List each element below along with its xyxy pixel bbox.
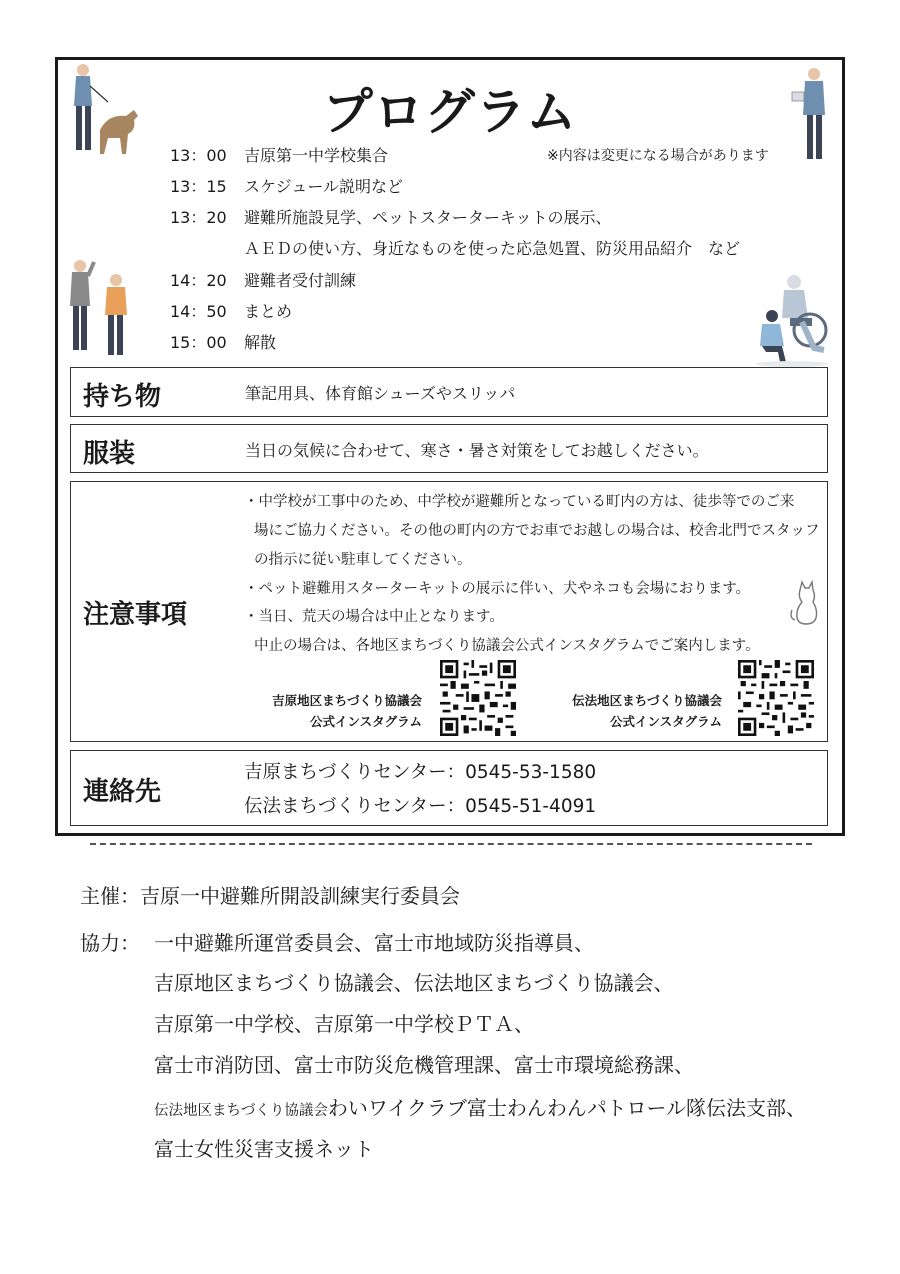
schedule-row: 13：00 吉原第一中学校集合 [170,146,389,165]
clothing-text: 当日の気候に合わせて、寒さ・暑さ対策をしてお越しください。 [245,441,709,460]
belongings-label: 持ち物 [83,382,162,412]
coop-prefix: 協力： [80,931,140,955]
person-walking-dog-icon [66,62,142,160]
coop-line: 伝法地区まちづくり協議会わいワイクラブ富士わんわんパトロール隊伝法支部、 [154,1096,807,1120]
caution-line: ・当日、荒天の場合は中止となります。 [244,609,504,625]
contact-label: 連絡先 [83,777,162,807]
coop-line: 吉原地区まちづくり協議会、伝法地区まちづくり協議会、 [154,971,674,995]
schedule-row: 13：15 スケジュール説明など [170,177,404,196]
qr-label-yoshiwara: 吉原地区まちづくり協議会 公式インスタグラム [272,693,422,729]
cat-icon [790,580,818,626]
caution-line: ・ペット避難用スターターキットの展示に伴い、犬やネコも会場におります。 [244,581,751,597]
schedule-row: 14：20 避難者受付訓練 [170,271,357,290]
qr-label-denbo: 伝法地区まちづくり協議会 公式インスタグラム [572,693,722,729]
schedule-row: 15：00 解散 [170,333,277,352]
coop-line: 富士市消防団、富士市防災危機管理課、富士市環境総務課、 [154,1053,694,1077]
cut-line [90,843,812,845]
page-title: プログラム [322,83,578,141]
clothing-label: 服装 [83,439,136,469]
host-line: 主催：吉原一中避難所開設訓練実行委員会 [80,884,460,908]
coop-line: 富士女性災害支援ネット [154,1137,374,1161]
belongings-box [70,367,828,417]
caution-line: の指示に従い駐車してください。 [254,552,472,568]
qr-code-yoshiwara[interactable] [440,660,516,736]
belongings-text: 筆記用具、体育館シューズやスリッパ [245,384,516,403]
clothing-box [70,424,828,473]
contact-line: 伝法まちづくりセンター：0545-51-4091 [244,796,597,817]
staff-with-clipboard-icon [790,66,830,162]
caution-line: 中止の場合は、各地区まちづくり協議会公式インスタグラムでご案内します。 [254,638,760,654]
schedule-row: ＡＥＤの使い方、身近なものを使った応急処置、防災用品紹介 など [244,239,741,258]
caution-line: 場にご協力ください。その他の町内の方でお車でお越しの場合は、校舎北門でスタッフ [254,523,820,539]
cautions-label: 注意事項 [83,600,188,630]
people-talking-icon [64,254,138,358]
coop-line: 吉原第一中学校、吉原第一中学校ＰＴＡ、 [154,1012,534,1036]
wheelchair-assistance-icon [752,272,832,368]
qr-code-denbo[interactable] [738,660,814,736]
caution-line: ・中学校が工事中のため、中学校が避難所となっている町内の方は、徒歩等でのご来 [244,494,795,510]
schedule-row: 13：20 避難所施設見学、ペットスターターキットの展示、 [170,208,612,227]
schedule-row: 14：50 まとめ [170,302,293,321]
change-note: ※内容は変更になる場合があります [547,148,769,164]
contact-line: 吉原まちづくりセンター：0545-53-1580 [244,762,597,783]
coop-line: 一中避難所運営委員会、富士市地域防災指導員、 [154,931,594,955]
